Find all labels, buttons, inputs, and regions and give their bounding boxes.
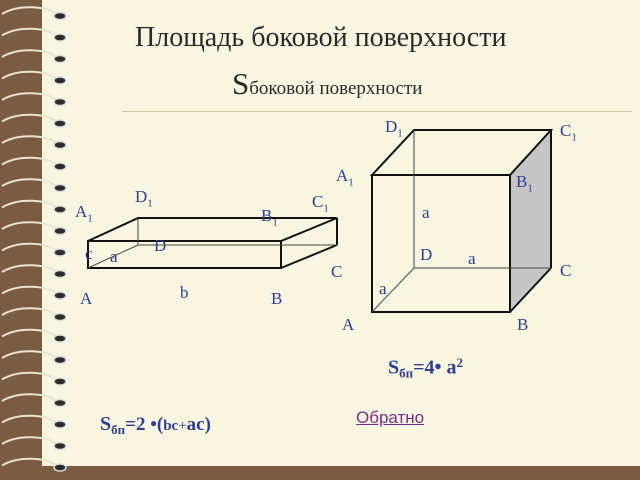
page-title: Площадь боковой поверхности — [135, 22, 507, 53]
box-label-d: D — [154, 236, 167, 255]
box-figure — [88, 218, 337, 268]
cube-label-b1: $B_1$ — [516, 172, 533, 195]
box-label-b: b — [180, 283, 189, 302]
box-label-d1: $D_1$ — [135, 187, 153, 210]
cube-label-b-vertex: B — [517, 315, 529, 334]
subtitle-subscript: боковой поверхности — [249, 78, 423, 99]
box-label-a-vertex: A — [80, 289, 93, 308]
box-label-c-vertex: C — [331, 262, 343, 281]
cube-right-face — [510, 130, 551, 312]
cube-label-c-vertex: C — [560, 261, 572, 280]
box-label-c1: $C_1$ — [312, 192, 329, 215]
box-label-c: c — [85, 244, 93, 263]
cube-formula: $S_{бп}=4•$ $a^2$ — [388, 355, 464, 381]
cube-label-d: D — [420, 245, 433, 264]
cube-label-a1: $A_1$ — [336, 166, 354, 189]
cube-label-a-vertex: A — [342, 315, 355, 334]
box-label-a: a — [110, 247, 118, 266]
box-formula: $S_{бп}=2$ •(bc+ac) — [100, 413, 211, 438]
box-label-b1: $B_1$ — [261, 206, 278, 229]
back-link[interactable]: Обратно — [356, 408, 425, 427]
box-top-face — [88, 218, 337, 241]
cube-label-a-left: a — [379, 279, 387, 298]
cube-front-face — [372, 175, 510, 312]
cube-label-a-top: a — [422, 203, 430, 222]
subtitle-symbol: S — [232, 66, 250, 101]
cube-figure — [372, 130, 551, 312]
box-label-b-vertex: B — [271, 289, 283, 308]
cube-label-d1: $D_1$ — [385, 117, 403, 140]
cube-label-a-mid: a — [468, 249, 476, 268]
cube-label-c1: $C_1$ — [560, 121, 577, 144]
box-label-a1: $A_1$ — [75, 202, 93, 225]
box-bottom-right-edge — [281, 245, 337, 268]
